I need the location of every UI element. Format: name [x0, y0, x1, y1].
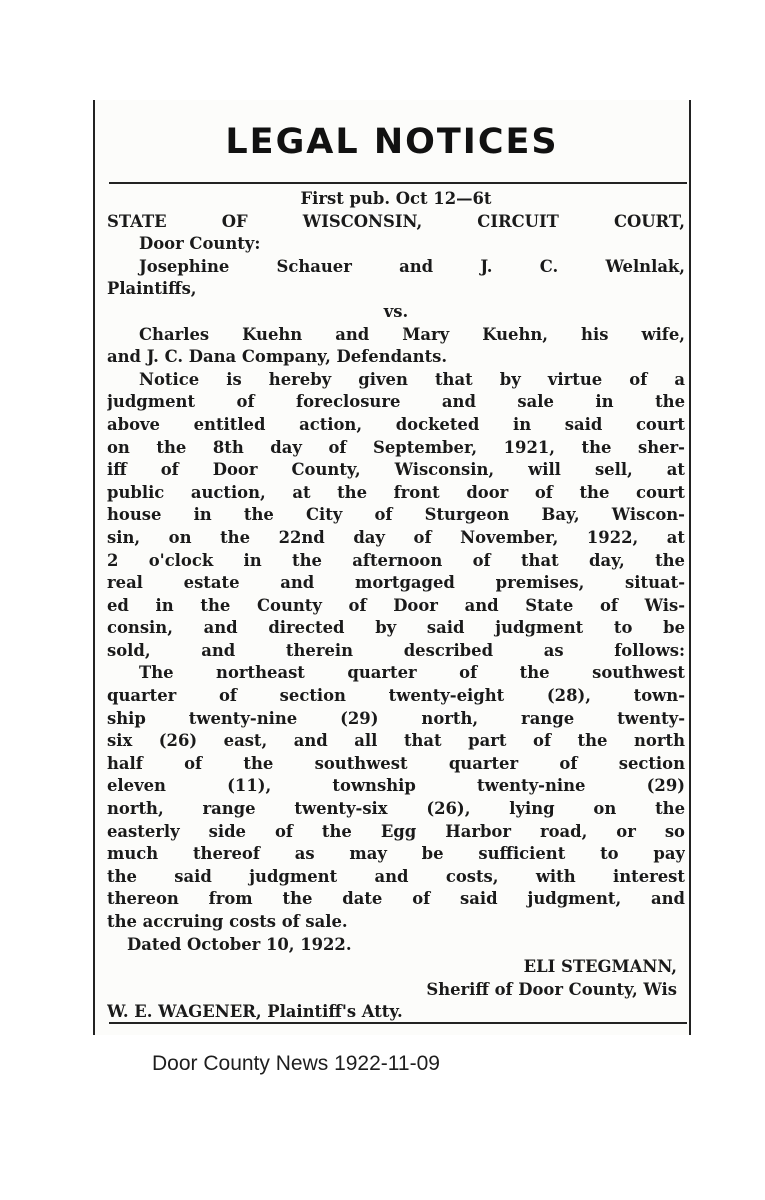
left-column-rule — [93, 100, 95, 1035]
notice-line: real estate and mortgaged premises, situat- — [107, 573, 685, 593]
notice-line: above entitled action, docketed in said court — [107, 414, 685, 434]
notice-line: Notice is hereby given that by virtue of a — [139, 369, 685, 389]
notice-line: Door County: — [139, 234, 261, 254]
notice-line: Charles Kuehn and Mary Kuehn, his wife, — [139, 324, 685, 344]
notice-line: north, range twenty-six (26), lying on the — [107, 799, 685, 819]
notice-line: public auction, at the front door of the court — [107, 482, 685, 502]
notice-line: judgment of foreclosure and sale in the — [107, 392, 685, 412]
notice-line: 2 o'clock in the afternoon of that day, the — [107, 550, 685, 570]
notice-line: First pub. Oct 12—6t — [300, 189, 492, 208]
heading-rule — [109, 182, 687, 184]
notice-line: The northeast quarter of the southwest — [139, 663, 685, 683]
notice-line: easterly side of the Egg Harbor road, or so — [107, 821, 685, 841]
notice-line: Sheriff of Door County, Wis — [426, 979, 677, 999]
notice-line: the said judgment and costs, with interest — [107, 866, 685, 886]
notice-line: six (26) east, and all that part of the north — [107, 731, 685, 751]
notice-line: ELI STEGMANN, — [523, 957, 677, 977]
notice-line: eleven (11), township twenty-nine (29) — [107, 776, 685, 796]
newspaper-clipping — [93, 100, 691, 1035]
notice-line: half of the southwest quarter of section — [107, 753, 685, 773]
notice-line: Josephine Schauer and J. C. Welnlak, — [139, 256, 685, 276]
notice-line: STATE OF WISCONSIN, CIRCUIT COURT, — [107, 211, 685, 231]
notice-line: sold, and therein described as follows: — [107, 640, 685, 660]
notice-line: much thereof as may be sufficient to pay — [107, 844, 685, 864]
source-caption: Door County News 1922-11-09 — [152, 1052, 440, 1075]
notice-line: vs. — [383, 301, 409, 321]
bottom-rule — [109, 1022, 687, 1024]
notice-line: the accruing costs of sale. — [107, 912, 348, 931]
notice-line: Plaintiffs, — [107, 279, 197, 299]
notice-heading: LEGAL NOTICES — [225, 122, 559, 162]
notice-line: consin, and directed by said judgment to be — [107, 618, 685, 638]
notice-line: thereon from the date of said judgment, and — [107, 889, 685, 909]
notice-line: Dated October 10, 1922. — [127, 934, 352, 954]
notice-line: quarter of section twenty-eight (28), town- — [107, 686, 685, 706]
notice-body — [107, 188, 685, 1024]
notice-line: on the 8th day of September, 1921, the sher- — [107, 437, 685, 457]
right-column-rule — [689, 100, 691, 1035]
notice-line: W. E. WAGENER, Plaintiff's Atty. — [107, 1002, 403, 1022]
notice-line: ed in the County of Door and State of Wis- — [107, 595, 685, 615]
notice-line: iff of Door County, Wisconsin, will sell, at — [107, 460, 685, 480]
notice-line: ship twenty-nine (29) north, range twenty- — [107, 708, 685, 728]
notice-line: and J. C. Dana Company, Defendants. — [107, 347, 448, 367]
notice-line: sin, on the 22nd day of November, 1922, at — [107, 527, 685, 547]
notice-line: house in the City of Sturgeon Bay, Wiscon- — [107, 505, 685, 525]
